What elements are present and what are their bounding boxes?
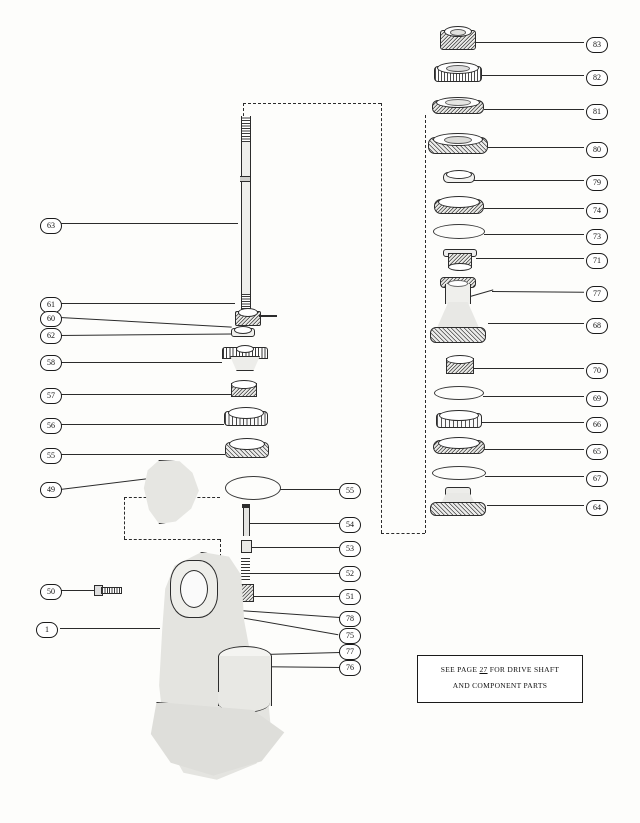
part-roller-bearing	[436, 410, 480, 429]
part-bearing-sleeve	[443, 246, 475, 270]
leader-49	[60, 478, 151, 490]
part-shift-rod-bushing	[241, 540, 250, 551]
part-pinion-gear	[222, 345, 266, 371]
part-tapered-roller-bearing	[224, 407, 266, 429]
leader-79	[474, 180, 584, 181]
leader-71	[476, 258, 584, 259]
leader-68	[488, 323, 584, 324]
leader-62	[60, 333, 232, 336]
callout-54[interactable]: 54	[339, 517, 361, 533]
callout-50[interactable]: 50	[40, 584, 62, 600]
callout-61[interactable]: 61	[40, 297, 62, 313]
leader-58	[60, 362, 222, 363]
callout-58[interactable]: 58	[40, 355, 62, 371]
part-o-ring-medium	[434, 386, 484, 400]
leader-82	[482, 75, 584, 76]
callout-81[interactable]: 81	[586, 104, 608, 120]
leader-66	[481, 422, 584, 423]
leader-50	[60, 590, 94, 591]
callout-67[interactable]: 67	[586, 471, 608, 487]
callout-83[interactable]: 83	[586, 37, 608, 53]
callout-82[interactable]: 82	[586, 70, 608, 86]
see-page-note-box	[417, 655, 583, 703]
leader-61	[60, 303, 235, 304]
callout-78[interactable]: 78	[339, 611, 361, 627]
part-bearing-race-lower	[433, 437, 483, 456]
leader-67	[485, 476, 584, 477]
leader-56	[60, 424, 224, 425]
callout-65[interactable]: 65	[586, 444, 608, 460]
callout-77[interactable]: 77	[586, 286, 608, 302]
callout-49[interactable]: 49	[40, 482, 62, 498]
part-drive-shaft-nut	[440, 26, 474, 52]
part-bearing-spacer	[231, 380, 255, 398]
part-splined-washer	[434, 62, 480, 84]
dashed-guide-bottom-right	[381, 533, 425, 534]
note-line-1: SEE PAGE 27 FOR DRIVE SHAFT	[440, 665, 560, 674]
part-thrust-washer	[443, 170, 473, 184]
dashed-guide-cover-bottom	[124, 539, 220, 540]
part-o-ring-large	[433, 224, 485, 239]
leader-55b	[280, 489, 339, 490]
leader-70	[473, 368, 584, 369]
part-shift-rod	[242, 504, 250, 536]
callout-1[interactable]: 1	[36, 622, 58, 638]
part-tapered-bearing-race	[434, 196, 482, 216]
leader-77	[492, 291, 584, 293]
dashed-guide-cover-left	[124, 497, 125, 539]
callout-71[interactable]: 71	[586, 253, 608, 269]
part-o-ring-small	[432, 466, 486, 480]
callout-70[interactable]: 70	[586, 363, 608, 379]
callout-77b[interactable]: 77	[339, 644, 361, 660]
part-spacer-sleeve	[446, 355, 472, 375]
leader-57	[60, 394, 231, 395]
callout-53[interactable]: 53	[339, 541, 361, 557]
leader-63	[60, 223, 238, 224]
part-retainer-ring-upper	[432, 97, 482, 115]
leader-64	[487, 505, 584, 506]
leader-65	[484, 449, 584, 450]
callout-76[interactable]: 76	[339, 660, 361, 676]
part-water-pickup-cover	[140, 460, 202, 522]
dashed-guide-top	[243, 103, 381, 104]
callout-55[interactable]: 55	[40, 448, 62, 464]
part-pinion-washer	[231, 326, 253, 337]
part-pinion-nut	[235, 308, 259, 326]
callout-69[interactable]: 69	[586, 391, 608, 407]
leader-80	[488, 147, 584, 148]
leader-55	[60, 454, 225, 455]
callout-74[interactable]: 74	[586, 203, 608, 219]
callout-68[interactable]: 68	[586, 318, 608, 334]
callout-56[interactable]: 56	[40, 418, 62, 434]
part-gear-bearing-carrier	[428, 487, 486, 515]
callout-73[interactable]: 73	[586, 229, 608, 245]
part-pinion-pin	[259, 314, 277, 318]
callout-52[interactable]: 52	[339, 566, 361, 582]
part-bearing-carrier-body	[426, 277, 488, 343]
leader-81	[484, 109, 584, 110]
leader-53	[250, 547, 339, 548]
note-page-number: 27	[479, 665, 488, 674]
callout-55b[interactable]: 55	[339, 483, 361, 499]
callout-80[interactable]: 80	[586, 142, 608, 158]
leader-73	[484, 234, 584, 235]
callout-66[interactable]: 66	[586, 417, 608, 433]
callout-63[interactable]: 63	[40, 218, 62, 234]
leader-54	[250, 523, 339, 524]
part-seal-o-ring	[225, 476, 281, 500]
part-screw	[94, 584, 120, 595]
leader-69	[483, 396, 584, 397]
part-drive-shaft	[238, 116, 252, 316]
leader-74	[484, 208, 584, 209]
callout-51[interactable]: 51	[339, 589, 361, 605]
dashed-guide-right	[381, 103, 382, 533]
leader-83	[476, 42, 584, 43]
callout-75[interactable]: 75	[339, 628, 361, 644]
callout-64[interactable]: 64	[586, 500, 608, 516]
part-bearing-race	[225, 438, 267, 460]
callout-57[interactable]: 57	[40, 388, 62, 404]
leader-60	[60, 317, 232, 328]
callout-62[interactable]: 62	[40, 328, 62, 344]
callout-79[interactable]: 79	[586, 175, 608, 191]
part-bearing-carrier-cap	[428, 133, 486, 155]
note-line-2: AND COMPONENT PARTS	[452, 681, 548, 690]
part-gear-housing	[140, 552, 340, 782]
callout-60[interactable]: 60	[40, 311, 62, 327]
